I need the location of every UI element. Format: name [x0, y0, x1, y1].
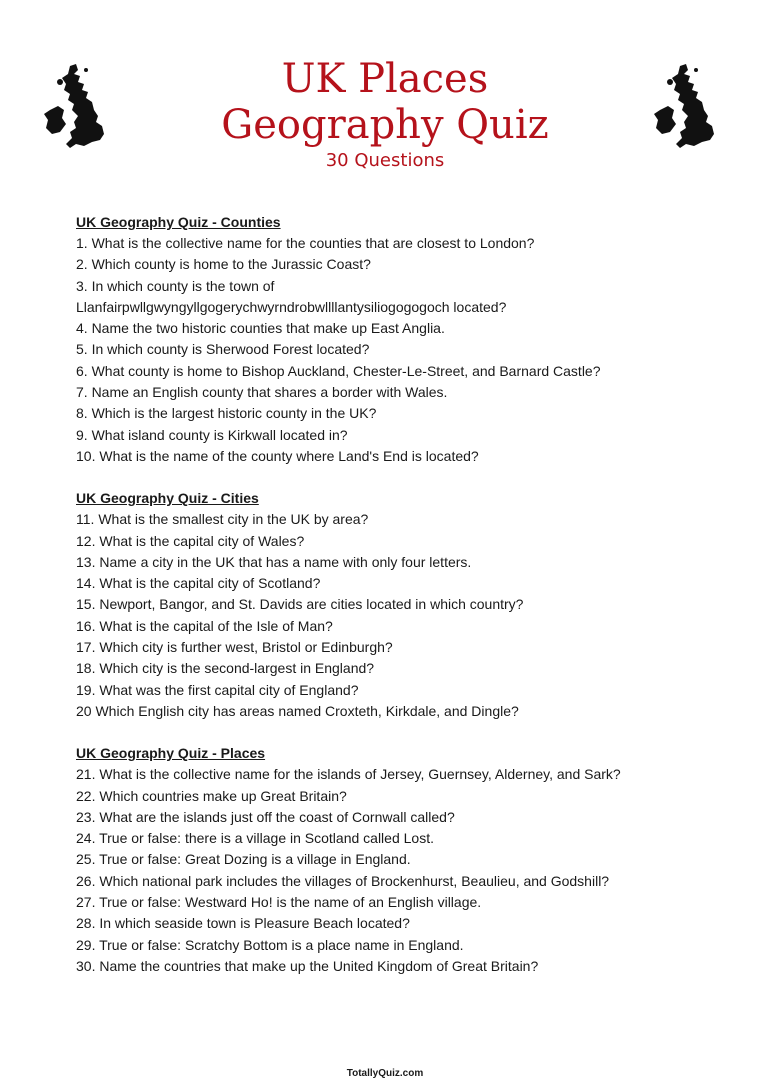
section-cities — [76, 488, 736, 722]
question-item: 21. What is the collective name for the islands of Jersey, Guernsey, Alderney, and Sark? — [76, 766, 621, 783]
question-list — [76, 233, 736, 467]
section-heading: UK Geography Quiz - Cities — [76, 490, 259, 507]
question-item: 18. Which city is the second-largest in England? — [76, 660, 375, 677]
question-item: 12. What is the capital city of Wales? — [76, 532, 305, 549]
question-item: 19. What was the first capital city of England? — [76, 681, 359, 698]
question-item: 28. In which seaside town is Pleasure Beach located? — [76, 915, 410, 932]
quiz-content — [76, 212, 736, 998]
question-item: 27. True or false: Westward Ho! is the name of an English village. — [76, 894, 482, 911]
question-item: 5. In which county is Sherwood Forest located? — [76, 341, 370, 358]
question-item: 25. True or false: Great Dozing is a village in England. — [76, 851, 411, 868]
footer-site-name[interactable]: TotallyQuiz.com — [346, 1068, 424, 1079]
question-list — [76, 764, 736, 977]
question-item: 11. What is the smallest city in the UK by area? — [76, 511, 369, 528]
question-item: 29. True or false: Scratchy Bottom is a place name in England. — [76, 936, 464, 953]
question-item: 14. What is the capital city of Scotland? — [76, 575, 321, 592]
page-title-line-1: UK Places — [281, 56, 489, 102]
page-title-line-2: Geography Quiz — [221, 102, 549, 148]
question-item: 2. Which county is home to the Jurassic Coast? — [76, 256, 371, 273]
question-item: 16. What is the capital of the Isle of Man? — [76, 617, 333, 634]
title-block — [0, 56, 770, 172]
section-heading: UK Geography Quiz - Places — [76, 745, 266, 762]
section-counties — [76, 212, 736, 467]
question-item: 1. What is the collective name for the counties that are closest to London? — [76, 235, 535, 251]
question-item: 15. Newport, Bangor, and St. Davids are cities located in which country? — [76, 596, 524, 613]
question-item: 9. What island county is Kirkwall located in? — [76, 426, 348, 443]
question-item: 4. Name the two historic counties that make up East Anglia. — [76, 320, 445, 337]
question-item: 17. Which city is further west, Bristol or Edinburgh? — [76, 639, 393, 656]
section-heading: UK Geography Quiz - Counties — [76, 214, 281, 230]
question-item: Llanfairpwllgwyngyllgogerychwyrndrobwllllantysiliogogogoch located? — [76, 298, 507, 315]
question-list — [76, 509, 736, 722]
question-item: 7. Name an English county that shares a border with Wales. — [76, 384, 448, 401]
page-subtitle: 30 Questions — [325, 150, 445, 171]
question-item: 23. What are the islands just off the coast of Cornwall called? — [76, 808, 455, 825]
question-item: 6. What county is home to Bishop Auckland, Chester-Le-Street, and Barnard Castle? — [76, 362, 601, 379]
question-item: 26. Which national park includes the villages of Brockenhurst, Beaulieu, and Godshill? — [76, 872, 610, 889]
question-item: 30. Name the countries that make up the United Kingdom of Great Britain? — [76, 957, 539, 974]
question-item: 13. Name a city in the UK that has a name with only four letters. — [76, 553, 472, 570]
question-item: 22. Which countries make up Great Britain? — [76, 787, 347, 804]
question-item: 8. Which is the largest historic county in the UK? — [76, 405, 377, 422]
question-item: 10. What is the name of the county where Land's End is located? — [76, 447, 479, 464]
question-item: 3. In which county is the town of — [76, 277, 275, 294]
question-item: 20 Which English city has areas named Croxteth, Kirkdale, and Dingle? — [76, 702, 519, 719]
section-places — [76, 743, 736, 977]
question-item: 24. True or false: there is a village in Scotland called Lost. — [76, 830, 434, 847]
